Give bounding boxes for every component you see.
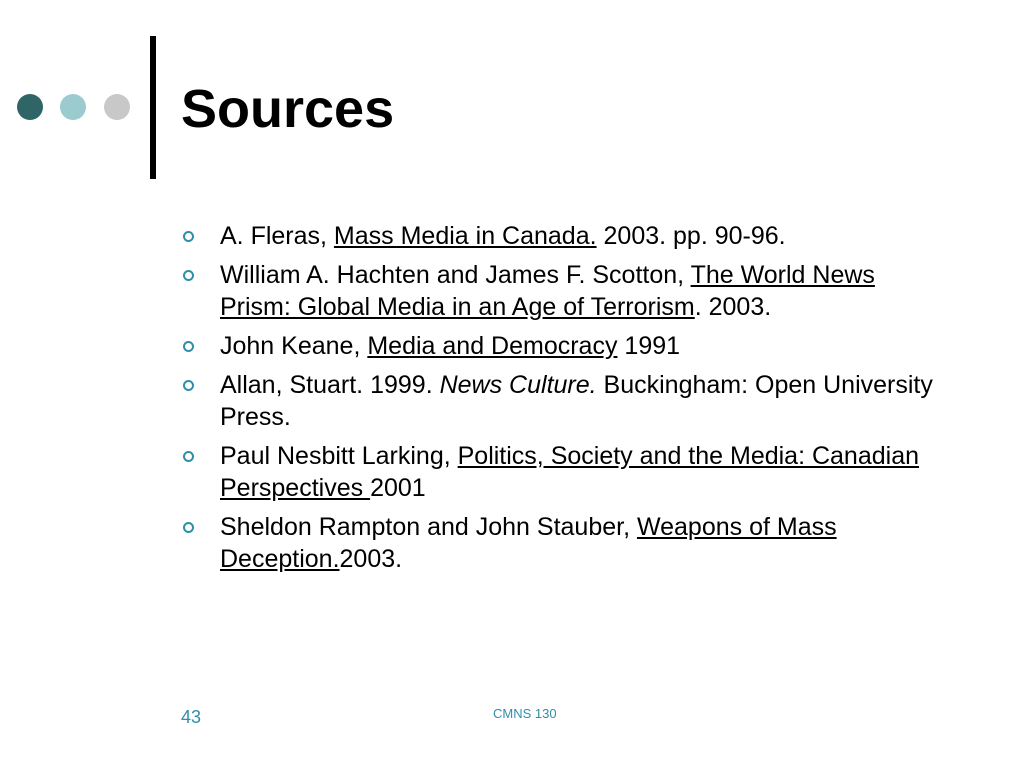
source-title: News Culture. bbox=[439, 371, 597, 399]
source-item-1 bbox=[181, 220, 951, 252]
source-details: Buckingham: Open University Press. bbox=[220, 371, 933, 431]
source-author: Sheldon Rampton and John Stauber, bbox=[220, 513, 637, 541]
source-title: Politics, Society and the Media: Canadian Perspectives bbox=[220, 442, 920, 502]
source-title: Weapons of Mass Deception. bbox=[220, 513, 837, 573]
source-title: Mass Media in Canada. bbox=[333, 222, 597, 250]
source-title: Media and Democracy bbox=[367, 332, 618, 360]
bullet-ring-icon bbox=[183, 451, 194, 462]
decor-dot-gray bbox=[104, 94, 130, 120]
source-item-5 bbox=[181, 440, 951, 504]
decor-dot-light bbox=[60, 94, 86, 120]
decor-dot-dark bbox=[17, 94, 43, 120]
source-details: 2003. pp. 90-96. bbox=[596, 222, 786, 250]
sources-list bbox=[181, 220, 951, 582]
source-details: 2001 bbox=[370, 474, 426, 502]
bullet-ring-icon bbox=[183, 522, 194, 533]
source-item-2 bbox=[181, 259, 951, 323]
source-details: 1991 bbox=[617, 332, 681, 360]
source-author: Paul Nesbitt Larking, bbox=[220, 442, 458, 470]
source-details: . 2003. bbox=[694, 293, 772, 321]
bullet-ring-icon bbox=[183, 341, 194, 352]
footer-text: CMNS 130 bbox=[493, 706, 557, 721]
bullet-ring-icon bbox=[183, 380, 194, 391]
slide-title: Sources bbox=[181, 79, 395, 139]
source-item-3 bbox=[181, 330, 951, 362]
source-item-4 bbox=[181, 369, 951, 433]
title-divider bbox=[150, 36, 156, 179]
source-item-6 bbox=[181, 511, 951, 575]
bullet-ring-icon bbox=[183, 231, 194, 242]
source-author: John Keane, bbox=[220, 332, 368, 360]
source-author: Allan, Stuart. 1999. bbox=[220, 371, 440, 399]
slide-number: 43 bbox=[181, 707, 202, 727]
bullet-ring-icon bbox=[183, 270, 194, 281]
source-author: A. Fleras, bbox=[220, 222, 334, 250]
source-title: The World News Prism: Global Media in an Age of Terrorism bbox=[220, 261, 875, 321]
source-details: 2003. bbox=[339, 545, 403, 573]
source-author: William A. Hachten and James F. Scotton, bbox=[220, 261, 691, 289]
